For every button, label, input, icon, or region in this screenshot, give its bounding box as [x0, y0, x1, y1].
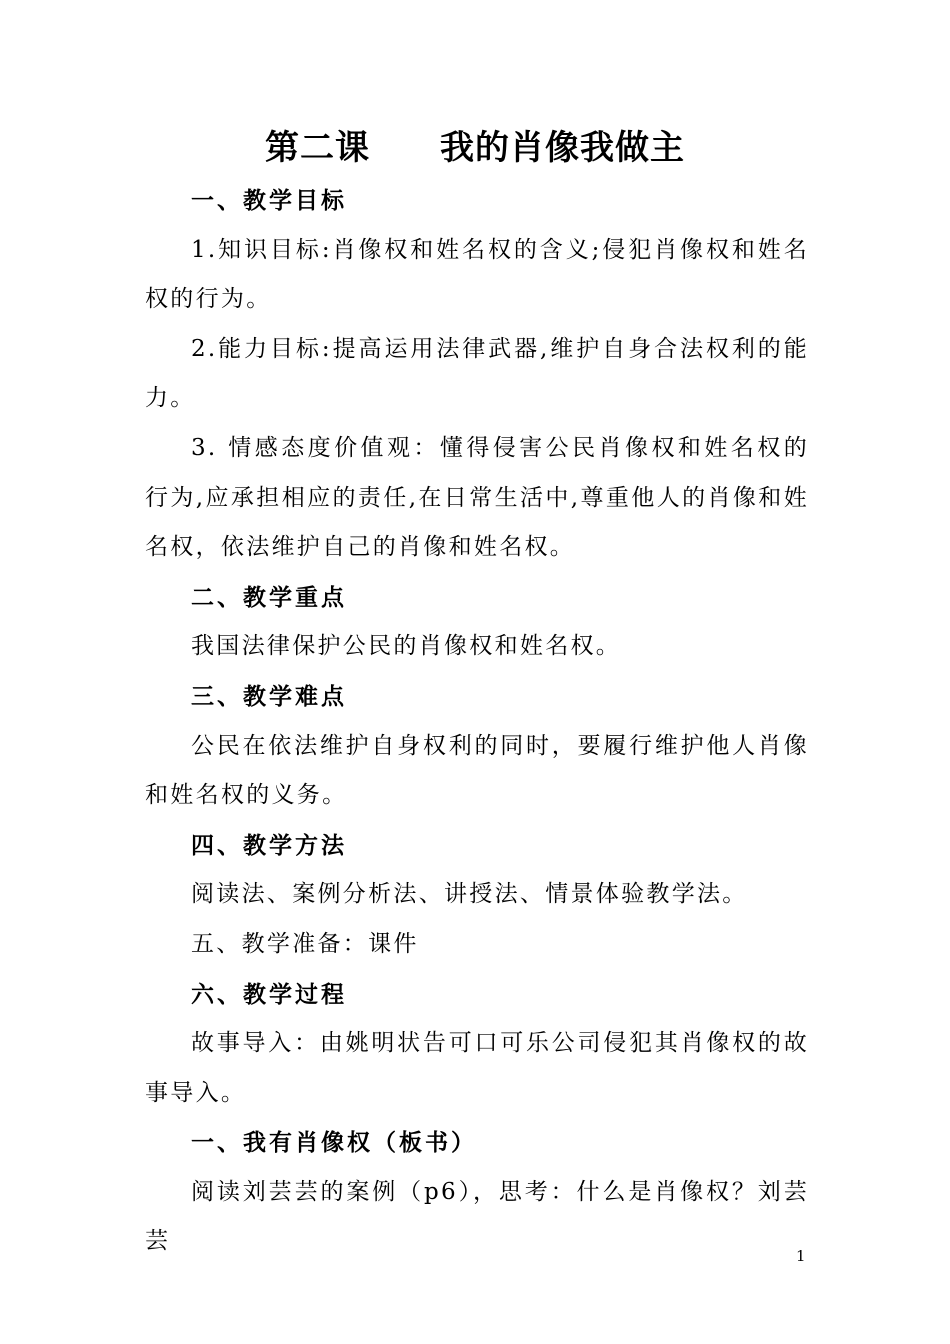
heading-teaching-goals: 一、教学目标 [191, 187, 347, 214]
paragraph-attitude-goal: 3. 情感态度价值观：懂得侵害公民肖像权和姓名权的行为,应承担相应的责任,在日常生活中,尊重他人的肖像和姓名权，依法维护自己的肖像和姓名权。 [145, 434, 809, 561]
page-number: 1 [796, 1247, 806, 1265]
paragraph-methods: 阅读法、案例分析法、讲授法、情景体验教学法。 [191, 881, 748, 908]
heading-process: 六、教学过程 [191, 980, 347, 1008]
document-title: 第二课 我的肖像我做主 [265, 128, 685, 168]
heading-difficulties: 三、教学难点 [191, 682, 347, 710]
paragraph-preparation: 五、教学准备：课件 [191, 930, 419, 957]
paragraph-story-intro: 故事导入：由姚明状告可口可乐公司侵犯其肖像权的故事导入。 [145, 1030, 809, 1106]
paragraph-difficulties: 公民在依法维护自身权利的同时，要履行维护他人肖像和姓名权的义务。 [145, 732, 809, 809]
heading-methods: 四、教学方法 [191, 831, 347, 859]
heading-portrait-right: 一、我有肖像权（板书） [191, 1129, 477, 1157]
heading-key-points: 二、教学重点 [191, 583, 347, 611]
paragraph-ability-goal: 2.能力目标:提高运用法律武器,维护自身合法权利的能力。 [145, 335, 809, 412]
paragraph-key-points: 我国法律保护公民的肖像权和姓名权。 [191, 633, 622, 660]
paragraph-knowledge-goal: 1.知识目标:肖像权和姓名权的含义;侵犯肖像权和姓名权的行为。 [145, 236, 809, 313]
document-body [145, 176, 809, 1267]
paragraph-case-reading: 阅读刘芸芸的案例（p6），思考：什么是肖像权？刘芸芸 [145, 1178, 809, 1255]
